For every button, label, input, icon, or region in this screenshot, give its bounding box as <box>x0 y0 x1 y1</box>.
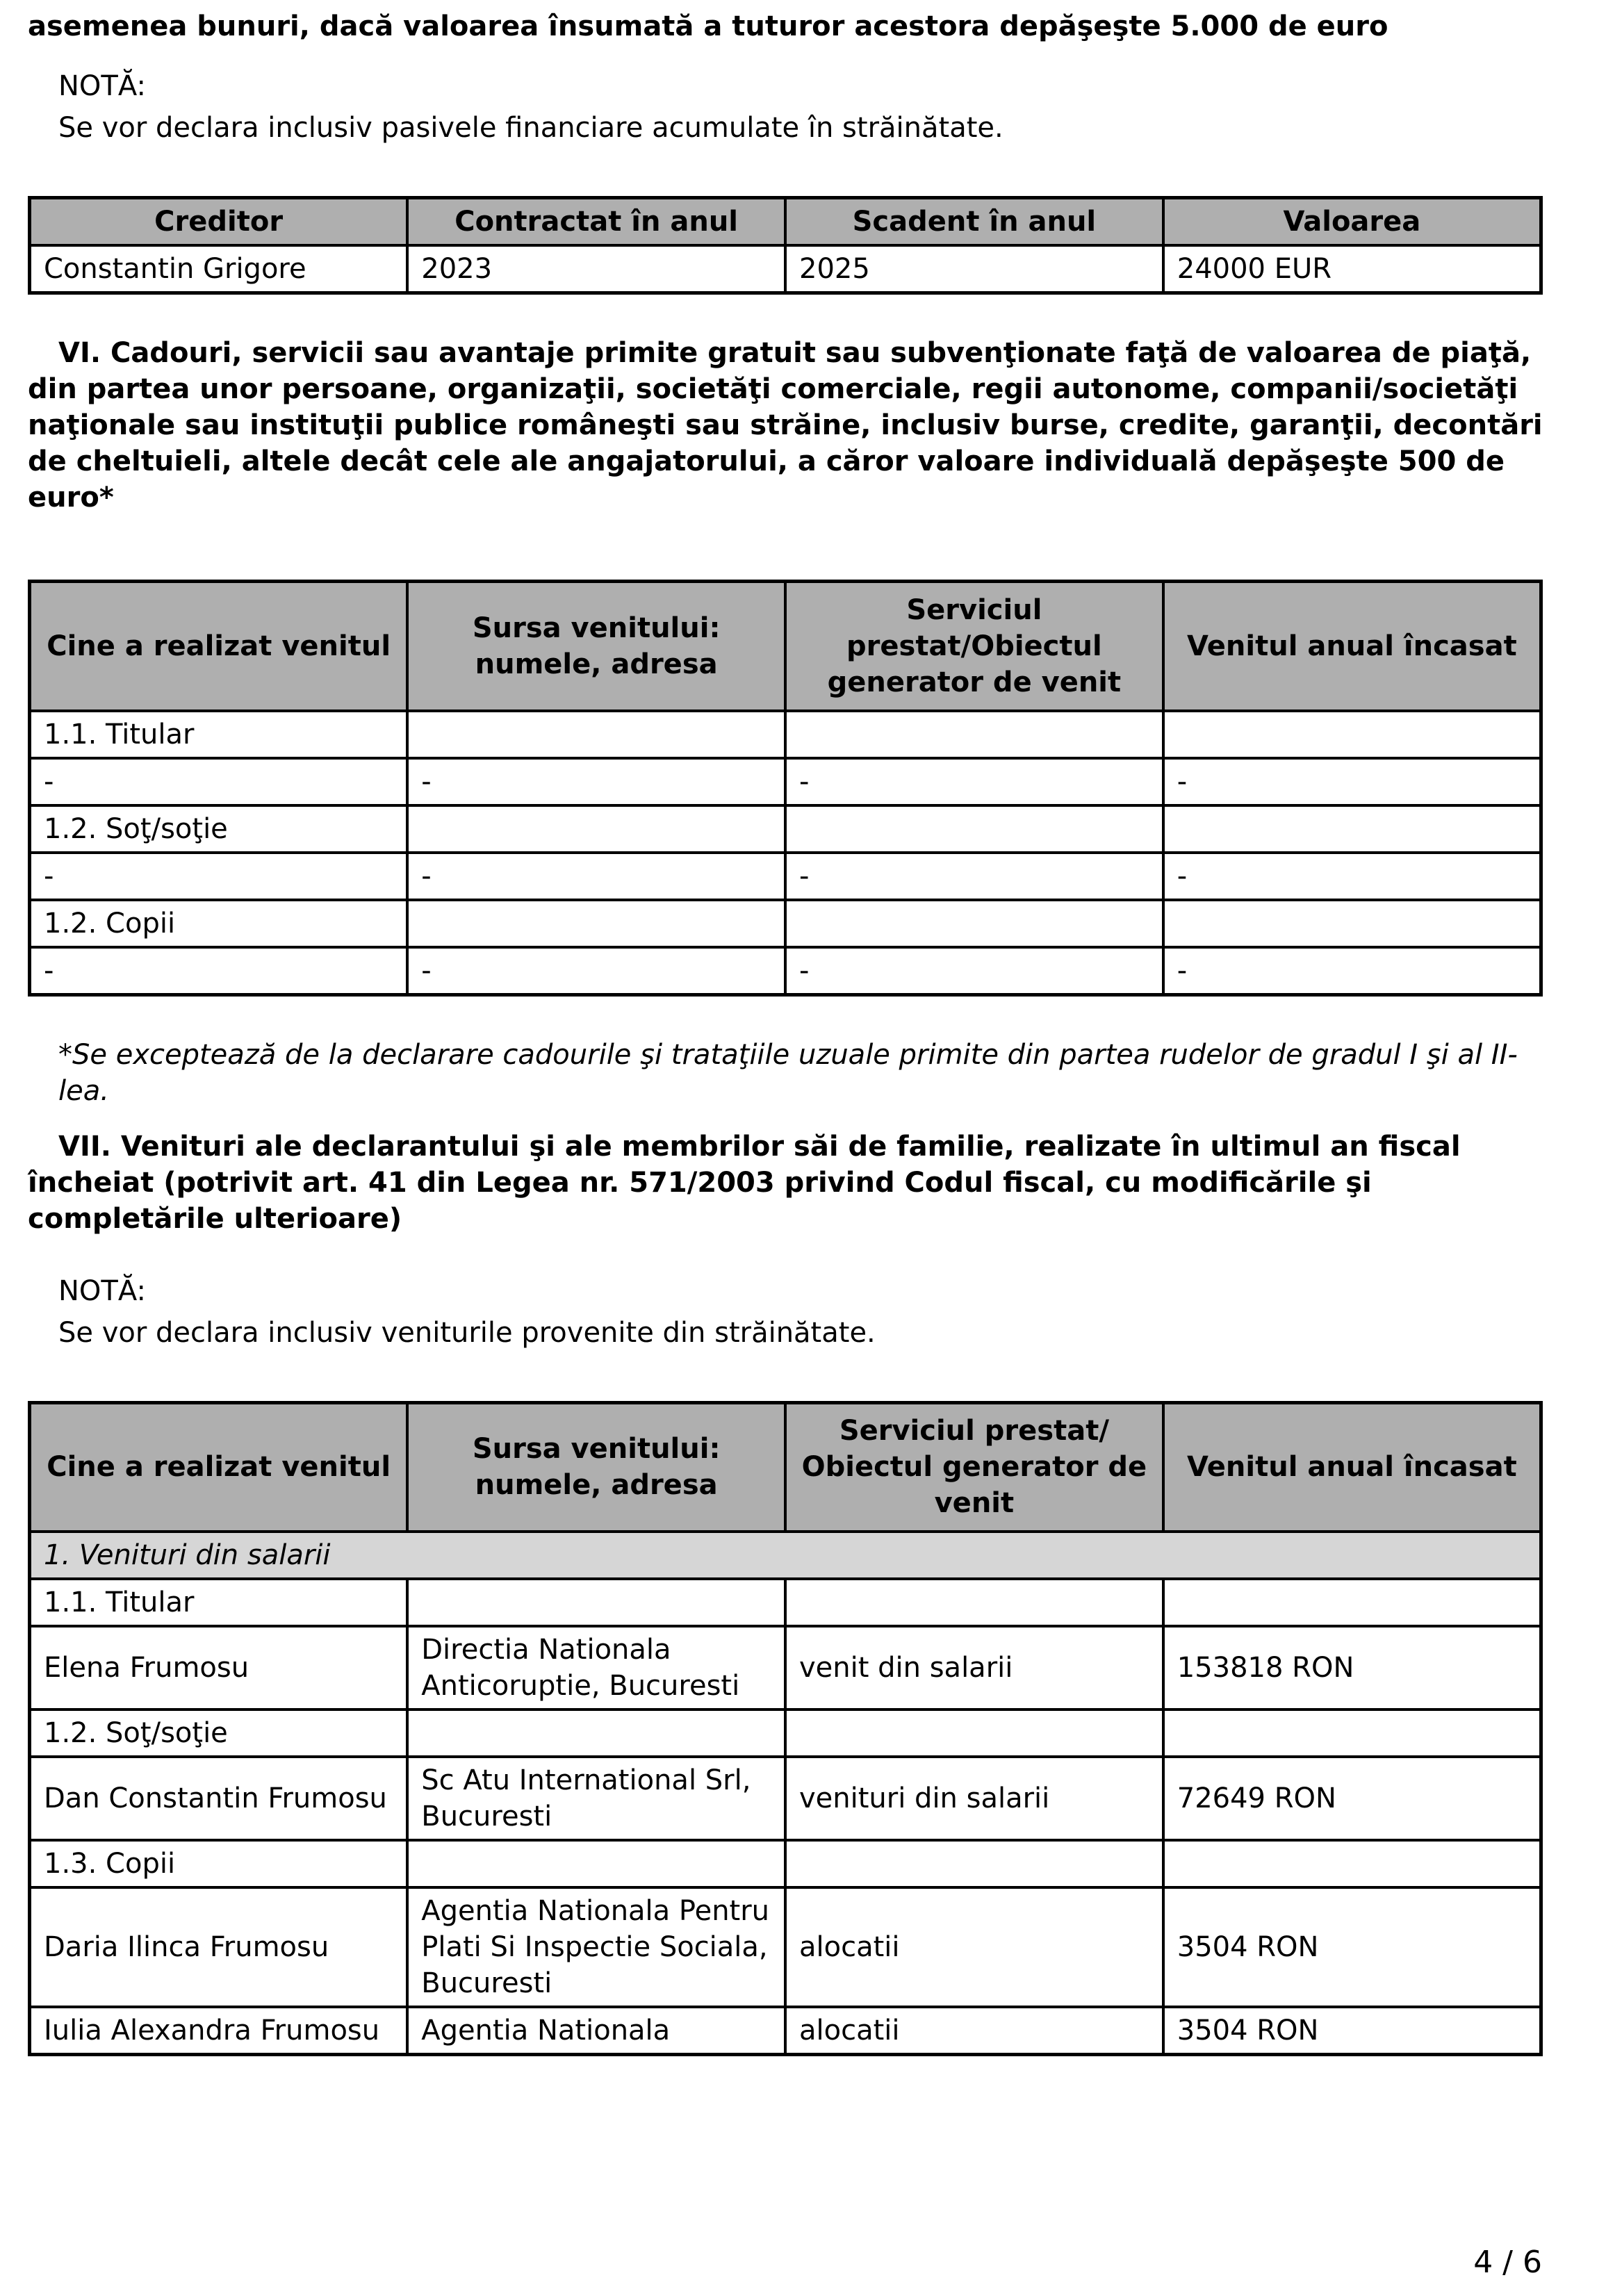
cell: 3504 RON <box>1163 2007 1541 2055</box>
cell: venit din salarii <box>785 1626 1163 1709</box>
cell: - <box>1163 758 1541 805</box>
cell: venituri din salarii <box>785 1757 1163 1840</box>
cell: Daria Ilinca Frumosu <box>30 1887 408 2007</box>
cell: Dan Constantin Frumosu <box>30 1757 408 1840</box>
cell: 1.2. Copii <box>30 900 408 947</box>
cell <box>1163 1840 1541 1887</box>
table-row <box>30 1709 1541 1757</box>
cell: - <box>785 758 1163 805</box>
table-row <box>30 1887 1541 2007</box>
cell: alocatii <box>785 2007 1163 2055</box>
cell: Sc Atu International Srl, Bucuresti <box>407 1757 785 1840</box>
table-row <box>30 900 1541 947</box>
table-row <box>30 758 1541 805</box>
intro-line: asemenea bunuri, dacă valoarea însumată a tuturor acestora depăşeşte 5.000 de euro <box>28 10 1388 42</box>
page-number: 4 / 6 <box>1473 2245 1542 2280</box>
cell <box>785 805 1163 853</box>
header-source: Sursa venitului: numele, adresa <box>407 582 785 711</box>
cell: Iulia Alexandra Frumosu <box>30 2007 408 2055</box>
cell: 2025 <box>785 245 1163 293</box>
table-row <box>30 1757 1541 1840</box>
cell: Agentia Nationala Pentru Plati Si Inspectie Sociala, Bucuresti <box>407 1887 785 2007</box>
section-6-footnote: *Se exceptează de la declarare cadourile şi trataţiile uzuale primite din partea rudelor de gradul I şi al II-lea. <box>58 1038 1518 1107</box>
cell: - <box>1163 853 1541 900</box>
cell <box>1163 900 1541 947</box>
cell: 1.2. Soţ/soţie <box>30 805 408 853</box>
cell: 72649 RON <box>1163 1757 1541 1840</box>
section-row-label: 1. Venituri din salarii <box>30 1532 1541 1579</box>
cell: Agentia Nationala <box>407 2007 785 2055</box>
header-who: Cine a realizat venitul <box>30 582 408 711</box>
cell <box>407 1709 785 1757</box>
cell: 1.2. Soţ/soţie <box>30 1709 408 1757</box>
cell: Constantin Grigore <box>30 245 408 293</box>
cell <box>407 805 785 853</box>
cell: - <box>30 758 408 805</box>
cell: - <box>785 853 1163 900</box>
header-value: Valoarea <box>1163 198 1541 246</box>
note-label: NOTĂ: <box>58 70 146 102</box>
cell <box>1163 1579 1541 1626</box>
header-service: Serviciul prestat/ Obiectul generator de venit <box>785 1402 1163 1532</box>
table-row <box>30 853 1541 900</box>
table-row <box>30 947 1541 995</box>
cell: Directia Nationala Anticoruptie, Bucuresti <box>407 1626 785 1709</box>
table-row <box>30 1626 1541 1709</box>
header-contracted-year: Contractat în anul <box>407 198 785 246</box>
cell: 24000 EUR <box>1163 245 1541 293</box>
table-header-row <box>30 582 1541 711</box>
cell: Elena Frumosu <box>30 1626 408 1709</box>
gifts-table <box>28 580 1543 997</box>
cell <box>785 711 1163 758</box>
note-label: NOTĂ: <box>58 1274 146 1307</box>
cell: - <box>407 758 785 805</box>
header-who: Cine a realizat venitul <box>30 1402 408 1532</box>
table-row <box>30 2007 1541 2055</box>
cell: 153818 RON <box>1163 1626 1541 1709</box>
table-row <box>30 711 1541 758</box>
cell <box>407 900 785 947</box>
cell: - <box>30 947 408 995</box>
header-income: Venitul anual încasat <box>1163 1402 1541 1532</box>
section-row <box>30 1532 1541 1579</box>
section-7-title: VII. Venituri ale declarantului şi ale membrilor săi de familie, realizate în ultimul an fiscal încheiat (potrivit art. 41 din Legea nr. 571/2003 privind Codul fiscal, cu modificările şi completările ulterioare) <box>28 1130 1461 1235</box>
table-row <box>30 1579 1541 1626</box>
table-row <box>30 805 1541 853</box>
cell <box>407 1840 785 1887</box>
table-row <box>30 245 1541 293</box>
document-page <box>28 0 1543 2056</box>
cell: - <box>407 853 785 900</box>
cell: 2023 <box>407 245 785 293</box>
note-text: Se vor declara inclusiv veniturile provenite din străinătate. <box>58 1316 876 1349</box>
table-row <box>30 1840 1541 1887</box>
note-text: Se vor declara inclusiv pasivele financiare acumulate în străinătate. <box>58 112 1003 144</box>
section-6-title: VI. Cadouri, servicii sau avantaje primite gratuit sau subvenţionate faţă de valoarea de piaţă, din partea unor persoane, organizaţii, societăţi comerciale, regii autonome, companii/societăţi naţionale sau instituţii publice româneşti sau străine, inclusiv burse, credite, garanţii, decontări de cheltuieli, altele decât cele ale angajatorului, a căror valoare individuală depăşeşte 500 de euro* <box>28 337 1543 514</box>
cell: 1.1. Titular <box>30 711 408 758</box>
cell <box>785 900 1163 947</box>
cell <box>785 1579 1163 1626</box>
cell: - <box>785 947 1163 995</box>
cell: alocatii <box>785 1887 1163 2007</box>
cell: - <box>407 947 785 995</box>
cell: 3504 RON <box>1163 1887 1541 2007</box>
debts-table <box>28 196 1543 295</box>
cell: 1.1. Titular <box>30 1579 408 1626</box>
cell <box>785 1840 1163 1887</box>
table-header-row <box>30 1402 1541 1532</box>
header-income: Venitul anual încasat <box>1163 582 1541 711</box>
cell <box>1163 711 1541 758</box>
cell <box>785 1709 1163 1757</box>
cell <box>1163 1709 1541 1757</box>
header-due-year: Scadent în anul <box>785 198 1163 246</box>
header-creditor: Creditor <box>30 198 408 246</box>
table-header-row <box>30 198 1541 246</box>
cell: - <box>1163 947 1541 995</box>
cell: - <box>30 853 408 900</box>
header-service: Serviciul prestat/Obiectul generator de venit <box>785 582 1163 711</box>
cell <box>407 711 785 758</box>
header-source: Sursa venitului: numele, adresa <box>407 1402 785 1532</box>
income-table <box>28 1401 1543 2057</box>
cell <box>1163 805 1541 853</box>
cell: 1.3. Copii <box>30 1840 408 1887</box>
cell <box>407 1579 785 1626</box>
